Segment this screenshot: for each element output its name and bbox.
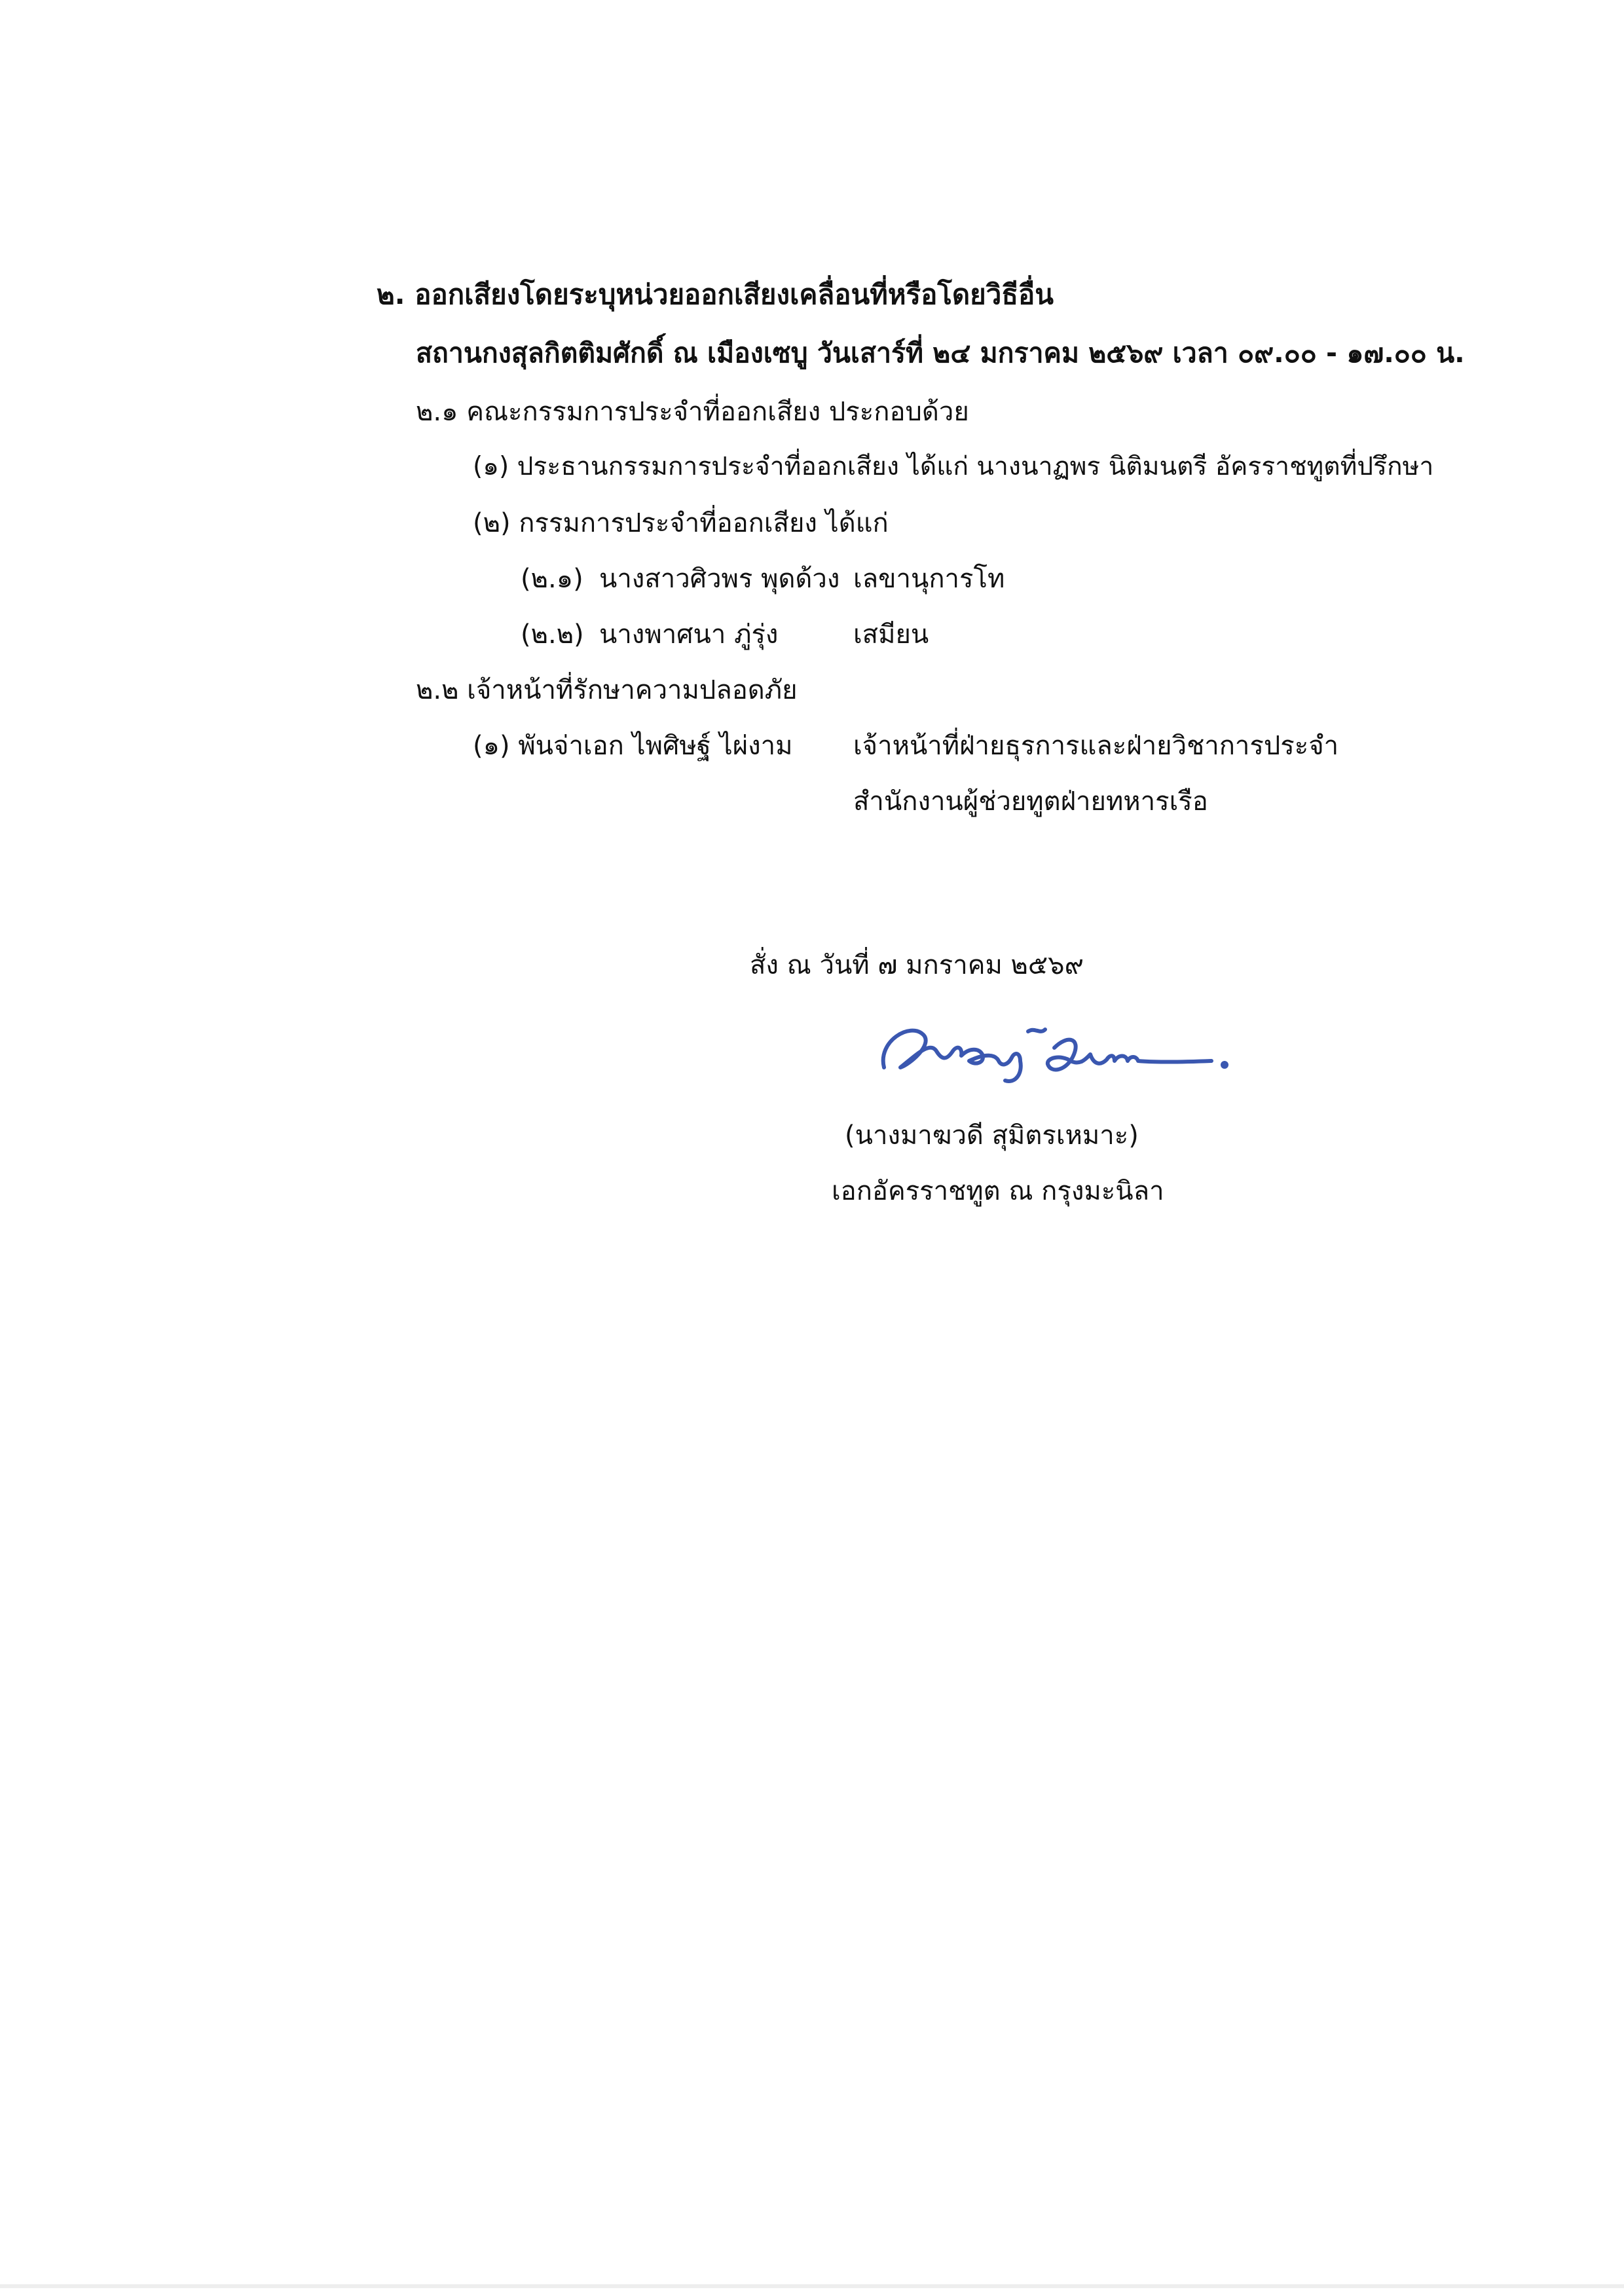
member-number: (๒.๒) <box>521 620 584 650</box>
member-name: นางสาวศิวพร พุดด้วง <box>599 564 840 594</box>
order-date: สั่ง ณ วันที่ ๗ มกราคม ๒๕๖๙ <box>750 950 1084 980</box>
subsection-2-2-title: ๒.๒ เจ้าหน้าที่รักษาความปลอดภัย <box>416 675 798 705</box>
subsection-2-1-title: ๒.๑ คณะกรรมการประจำที่ออกเสียง ประกอบด้วย <box>416 397 969 427</box>
signature-image <box>871 1002 1238 1094</box>
member-row <box>521 563 583 595</box>
member-number: (๒.๑) <box>521 564 583 594</box>
signatory-title: เอกอัครราชทูต ณ กรุงมะนิลา <box>832 1176 1164 1206</box>
security-officer-name: (๑) พันจ่าเอก ไพศิษฐ์ ไผ่งาม <box>473 731 793 761</box>
member-name: นางพาศนา ภู่รุ่ง <box>599 620 779 650</box>
chairman-item: (๑) ประธานกรรมการประจำที่ออกเสียง ได้แก่ นางนาฏพร นิติมนตรี อัครราชทูตที่ปรึกษา <box>473 452 1434 481</box>
security-officer-role: เจ้าหน้าที่ฝ่ายธุรการและฝ่ายวิชาการประจำ <box>853 731 1339 761</box>
signatory-name: (นางมาฆวดี สุมิตรเหมาะ) <box>845 1120 1139 1151</box>
member-row <box>521 619 584 650</box>
member-role: เลขานุการโท <box>853 564 1005 594</box>
venue-line: สถานกงสุลกิตติมศักดิ์ ณ เมืองเซบู วันเสาร์ที่ ๒๔ มกราคม ๒๕๖๙ เวลา ๐๙.๐๐ - ๑๗.๐๐ น. <box>416 337 1465 369</box>
section-heading: ๒. ออกเสียงโดยระบุหน่วยออกเสียงเคลื่อนที่หรือโดยวิธีอื่น <box>377 278 1054 310</box>
committee-item: (๒) กรรมการประจำที่ออกเสียง ได้แก่ <box>473 508 889 538</box>
security-officer-unit: สำนักงานผู้ช่วยทูตฝ่ายทหารเรือ <box>853 787 1208 817</box>
member-role: เสมียน <box>853 620 929 650</box>
page-bottom-edge <box>0 2284 1624 2288</box>
